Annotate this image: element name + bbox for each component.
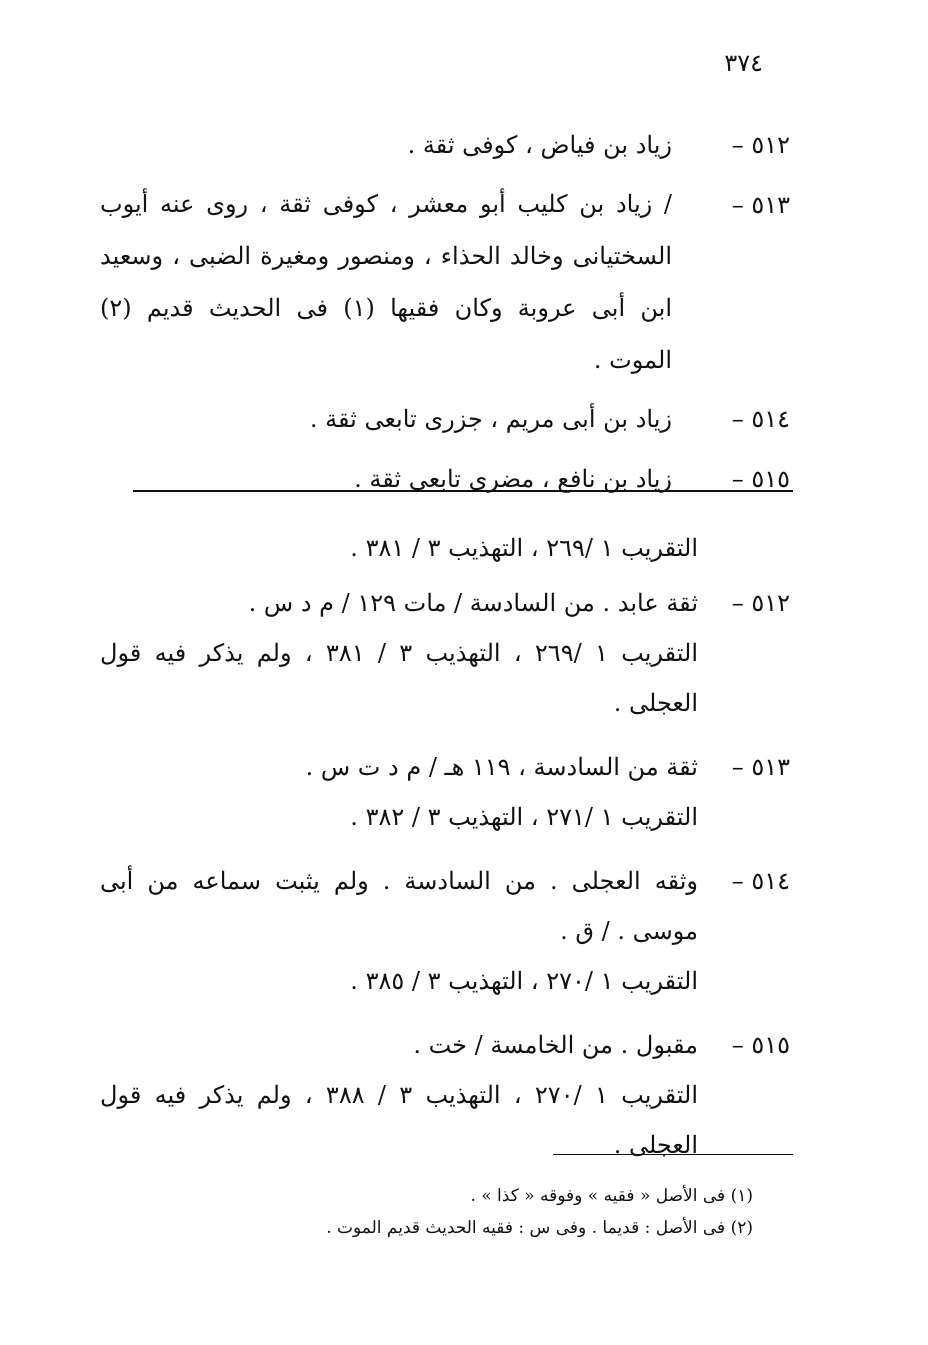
note-514 bbox=[100, 856, 790, 1006]
note-text: ثقة عابد . من السادسة / مات ١٢٩ / م د س . bbox=[248, 589, 698, 617]
note-number: ٥١٤ – bbox=[731, 867, 790, 895]
entry-number: ٥١٣ – bbox=[731, 191, 790, 219]
note-number: ٥١٥ – bbox=[731, 1031, 790, 1059]
biography-entries bbox=[100, 118, 790, 512]
entry-number: ٥١٥ – bbox=[731, 465, 790, 493]
entry-text: زياد بن أبى مريم ، جزرى تابعى ثقة . bbox=[309, 405, 672, 433]
editor-notes bbox=[100, 522, 790, 1170]
footnote-2: (٢) فى الأصل : قديما . وفى س : فقيه الحديث قديم الموت . bbox=[326, 1218, 753, 1238]
entry-515 bbox=[100, 452, 790, 506]
entry-513 bbox=[100, 178, 790, 386]
note-text: ثقة من السادسة ، ١١٩ هـ / م د ت س . bbox=[305, 753, 698, 781]
note-reference: التقريب ١ /٢٧٠ ، التهذيب ٣ / ٣٨٥ . bbox=[350, 967, 698, 995]
entry-514 bbox=[100, 392, 790, 446]
section-divider bbox=[133, 490, 793, 492]
note-515 bbox=[100, 1020, 790, 1170]
note-512 bbox=[100, 578, 790, 728]
note-text: وثقه العجلى . من السادسة . ولم يثبت سماعه من أبى موسى . / ق . bbox=[100, 867, 698, 945]
note-reference: التقريب ١ /٢٦٩ ، التهذيب ٣ / ٣٨١ ، ولم يذكر فيه قول العجلى . bbox=[100, 639, 699, 717]
entry-text: زياد بن فياض ، كوفى ثقة . bbox=[407, 131, 672, 159]
note-text: مقبول . من الخامسة / خت . bbox=[413, 1031, 698, 1059]
note-reference: التقريب ١ /٢٧٠ ، التهذيب ٣ / ٣٨٨ ، ولم يذكر فيه قول العجلى . bbox=[100, 1081, 699, 1159]
note-513 bbox=[100, 742, 790, 842]
page-number: ٣٧٤ bbox=[724, 49, 763, 77]
note-number: ٥١٣ – bbox=[731, 753, 790, 781]
entry-text: / زياد بن كليب أبو معشر ، كوفى ثقة ، روى عنه أيوب السختيانى وخالد الحذاء ، ومنصور ومغيرة الضبى ، وسعيد ابن أبى عروبة وكان فقيها (١) فى الحديث قديم (٢) الموت . bbox=[100, 190, 673, 374]
entry-number: ٥١٢ – bbox=[731, 131, 790, 159]
footnotes bbox=[120, 1180, 753, 1244]
entry-text: زياد بن نافع ، مضرى تابعى ثقة . bbox=[354, 465, 672, 493]
note-number: ٥١٢ – bbox=[731, 589, 790, 617]
footnote-divider bbox=[553, 1154, 793, 1155]
note-intro: التقريب ١ /٢٦٩ ، التهذيب ٣ / ٣٨١ . bbox=[350, 534, 698, 562]
entry-512 bbox=[100, 118, 790, 172]
entry-number: ٥١٤ – bbox=[731, 405, 790, 433]
footnote-1: (١) فى الأصل « فقيه » وفوقه « كذا » . bbox=[470, 1186, 753, 1206]
note-reference: التقريب ١ /٢٧١ ، التهذيب ٣ / ٣٨٢ . bbox=[350, 803, 698, 831]
